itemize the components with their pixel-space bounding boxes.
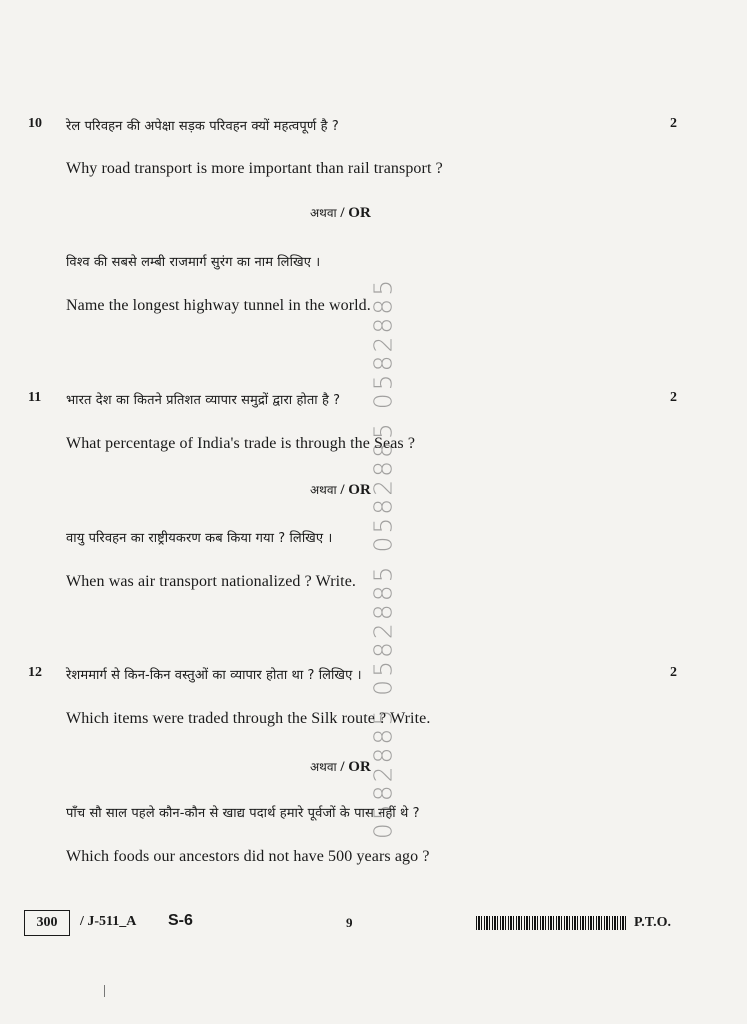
question-english: Which items were traded through the Silk route ? Write. xyxy=(66,710,431,727)
question-english: What percentage of India's trade is through the Seas ? xyxy=(66,435,416,452)
watermark-number: 0582885 0582885 0582885 0582885 xyxy=(368,276,398,840)
question-number: 12 xyxy=(28,665,42,680)
question-number: 11 xyxy=(28,390,42,405)
paper-code: / J-511_A xyxy=(80,914,137,929)
or-english: OR xyxy=(348,482,371,498)
set-code: S-6 xyxy=(168,912,193,929)
pen-mark xyxy=(104,985,105,997)
barcode-graphic xyxy=(476,916,626,930)
question-marks: 2 xyxy=(670,116,677,131)
question-hindi: रेशममार्ग से किन-किन वस्तुओं का व्यापार होता था ? लिखिए । xyxy=(66,668,362,683)
page-footer xyxy=(24,910,694,940)
question-marks: 2 xyxy=(670,665,677,680)
or-separator: अथवा / OR xyxy=(310,759,371,775)
alt-question-hindi: वायु परिवहन का राष्ट्रीयकरण कब किया गया ? लिखिए । xyxy=(66,531,333,546)
alt-question-hindi: विश्व की सबसे लम्बी राजमार्ग सुरंग का नाम लिखिए । xyxy=(66,255,321,270)
or-english: OR xyxy=(348,205,371,221)
or-hindi: अथवा xyxy=(310,760,337,774)
or-hindi: अथवा xyxy=(310,483,337,497)
question-marks: 2 xyxy=(670,390,677,405)
question-number: 10 xyxy=(28,116,42,131)
boxed-number: 300 xyxy=(24,910,70,936)
alt-question-hindi: पाँच सौ साल पहले कौन-कौन से खाद्य पदार्थ हमारे पूर्वजों के पास नहीं थे ? xyxy=(66,806,420,821)
or-hindi: अथवा xyxy=(310,206,337,220)
or-separator: अथवा / OR xyxy=(310,205,371,221)
alt-question-english: When was air transport nationalized ? Write. xyxy=(66,573,357,590)
or-separator: अथवा / OR xyxy=(310,482,371,498)
question-hindi: रेल परिवहन की अपेक्षा सड़क परिवहन क्यों महत्वपूर्ण है ? xyxy=(66,119,339,134)
alt-question-english: Name the longest highway tunnel in the world. xyxy=(66,297,371,314)
alt-question-english: Which foods our ancestors did not have 500 years ago ? xyxy=(66,848,430,865)
question-hindi: भारत देश का कितने प्रतिशत व्यापार समुद्रों द्वारा होता है ? xyxy=(66,393,341,408)
or-english: OR xyxy=(348,759,371,775)
question-english: Why road transport is more important than rail transport ? xyxy=(66,160,443,177)
pto-label: P.T.O. xyxy=(634,915,671,930)
page-number: 9 xyxy=(346,915,353,930)
